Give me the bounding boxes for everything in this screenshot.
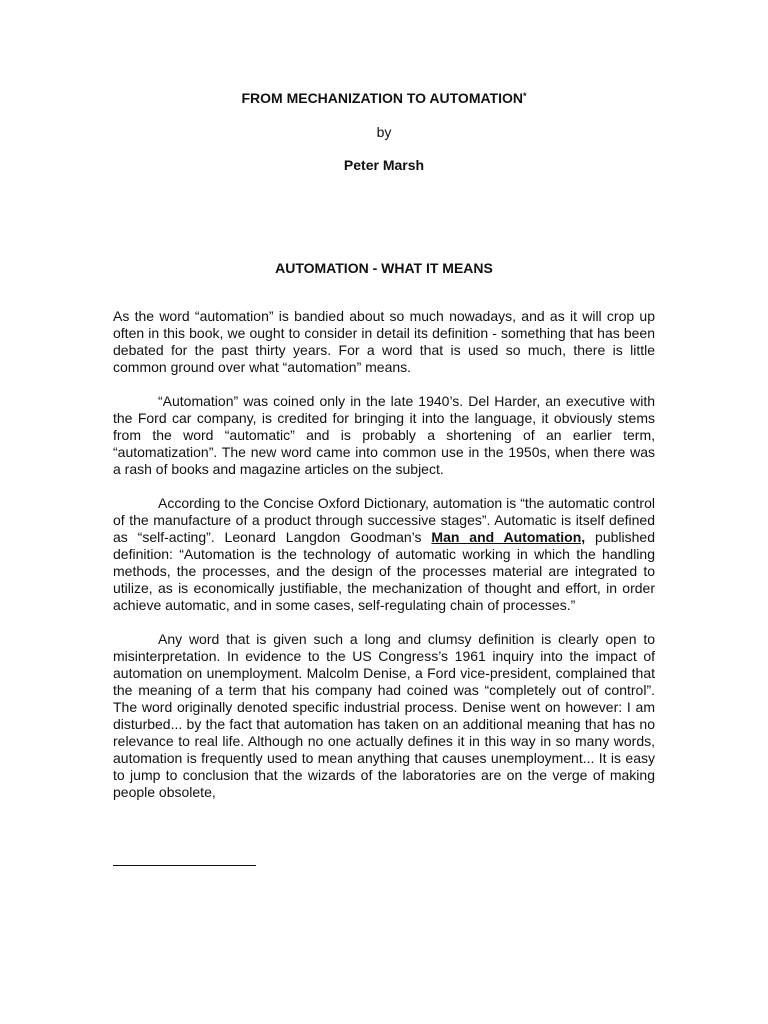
section-heading: AUTOMATION - WHAT IT MEANS <box>275 260 493 276</box>
paragraph-1: As the word “automation” is bandied about so much nowadays, and as it will crop up often in this book, we ought to consider in detail its definition - something that has been debated for the past thirty years. For a word that is used so much, there is little common ground over what “automation” means. <box>113 308 655 375</box>
paragraph-3-part-2: published definition: “Automation is the technology of automatic working in which the handling methods, the processes, and the design of the processes material are integrated to utilize, as is economically justifiable, the mechanization of thought and effort, in order achieve automatic, and in some cases, self-regulating chain of processes.” <box>113 529 655 613</box>
paragraph-3 <box>113 495 655 614</box>
title-text: FROM MECHANIZATION TO AUTOMATION <box>241 90 523 106</box>
title-footnote-marker: * <box>523 91 527 101</box>
footnote-divider <box>113 865 256 866</box>
body-text <box>113 308 655 818</box>
paragraph-3-part-1: According to the Concise Oxford Dictionary, automation is “the automatic control of the manufacture of a product through successive stages”. Automatic is itself defined as “self-acting”. Leonard Langdon Goodman’s <box>113 495 655 545</box>
author-name: Peter Marsh <box>343 157 425 173</box>
document-title <box>0 90 768 107</box>
book-title: Man and Automation, <box>431 529 586 545</box>
paragraph-4: Any word that is given such a long and clumsy definition is clearly open to misinterpretation. In evidence to the US Congress’s 1961 inquiry into the impact of automation on unemployment. Malcolm Denise, a Ford vice-president, complained that the meaning of a term that his company had coined was “completely out of control”. The word originally denoted specific industrial process. Denise went on however: I am disturbed... by the fact that automation has taken on an additional meaning that has no relevance to real life. Although no one actually defines it in this way in so many words, automation is frequently used to mean anything that causes unemployment... It is easy to jump to conclusion that the wizards of the laboratories are on the verge of making people obsolete, <box>113 631 655 800</box>
paragraph-2: “Automation” was coined only in the late 1940’s. Del Harder, an executive with the Ford car company, is credited for bringing it into the language, it obviously stems from the word “automatic” and is probably a shortening of an earlier term, “automatization”. The new word came into common use in the 1950s, when there was a rash of books and magazine articles on the subject. <box>113 393 655 477</box>
byline: by <box>376 124 392 140</box>
